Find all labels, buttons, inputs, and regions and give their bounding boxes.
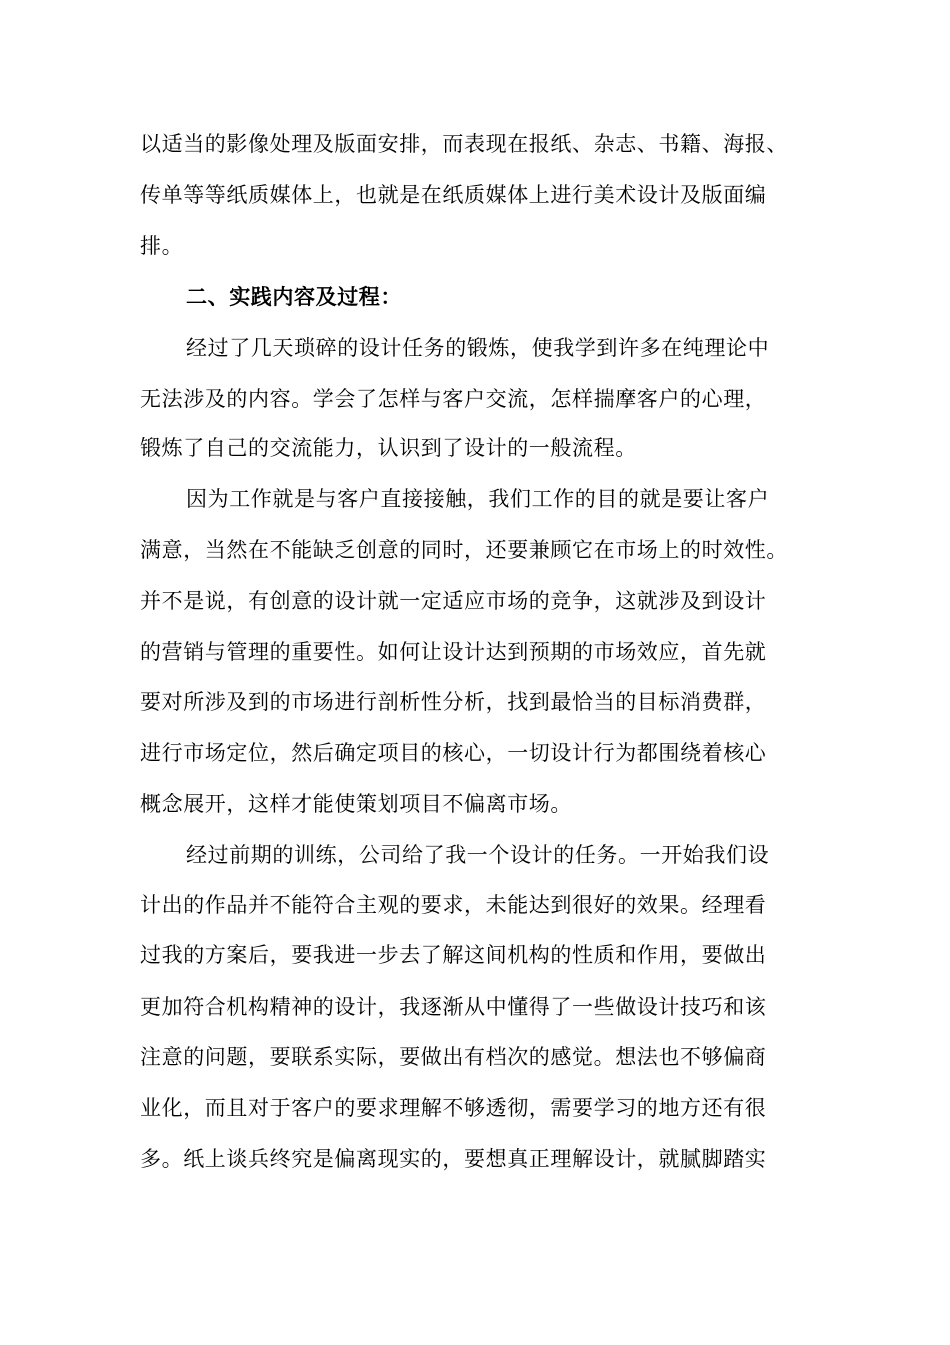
- text-line: 的营销与管理的重要性。如何让设计达到预期的市场效应，首先就: [140, 640, 767, 664]
- text-line: 要对所涉及到的市场进行剖析性分析，找到最恰当的目标消费群，: [140, 690, 767, 714]
- text-line: 概念展开，这样才能使策划项目不偏离市场。: [140, 792, 572, 816]
- text-line: 计出的作品并不能符合主观的要求，未能达到很好的效果。经理看: [140, 893, 767, 917]
- text-line: 因为工作就是与客户直接接触，我们工作的目的就是要让客户: [186, 487, 770, 511]
- text-line: 业化，而且对于客户的要求理解不够透彻，需要学习的地方还有很: [140, 1096, 767, 1120]
- text-line: 注意的问题，要联系实际，要做出有档次的感觉。想法也不够偏商: [140, 1045, 767, 1069]
- text-line: 多。纸上谈兵终究是偏离现实的，要想真正理解设计，就腻脚踏实: [140, 1147, 767, 1171]
- text-line: 进行市场定位，然后确定项目的核心，一切设计行为都围绕着核心: [140, 741, 767, 765]
- text-line: 更加符合机构精神的设计，我逐渐从中懂得了一些做设计技巧和该: [140, 995, 767, 1019]
- text-line: 经过了几天琐碎的设计任务的锻炼，使我学到许多在纯理论中: [186, 336, 770, 360]
- text-line: 传单等等纸质媒体上，也就是在纸质媒体上进行美术设计及版面编: [140, 183, 767, 207]
- text-line: 过我的方案后，要我进一步去了解这间机构的性质和作用，要做出: [140, 943, 767, 967]
- text-line: 锻炼了自己的交流能力，认识到了设计的一般流程。: [140, 436, 637, 460]
- text-line: 以适当的影像处理及版面安排，而表现在报纸、杂志、书籍、海报、: [140, 132, 788, 156]
- text-line: 无法涉及的内容。学会了怎样与客户交流，怎样揣摩客户的心理，: [140, 387, 767, 411]
- section-heading: 二、实践内容及过程：: [186, 285, 402, 309]
- text-line: 排。: [140, 234, 184, 258]
- text-line: 经过前期的训练，公司给了我一个设计的任务。一开始我们设: [186, 843, 770, 867]
- text-line: 并不是说，有创意的设计就一定适应市场的竞争，这就涉及到设计: [140, 589, 767, 613]
- text-line: 满意，当然在不能缺乏创意的同时，还要兼顾它在市场上的时效性。: [140, 538, 788, 562]
